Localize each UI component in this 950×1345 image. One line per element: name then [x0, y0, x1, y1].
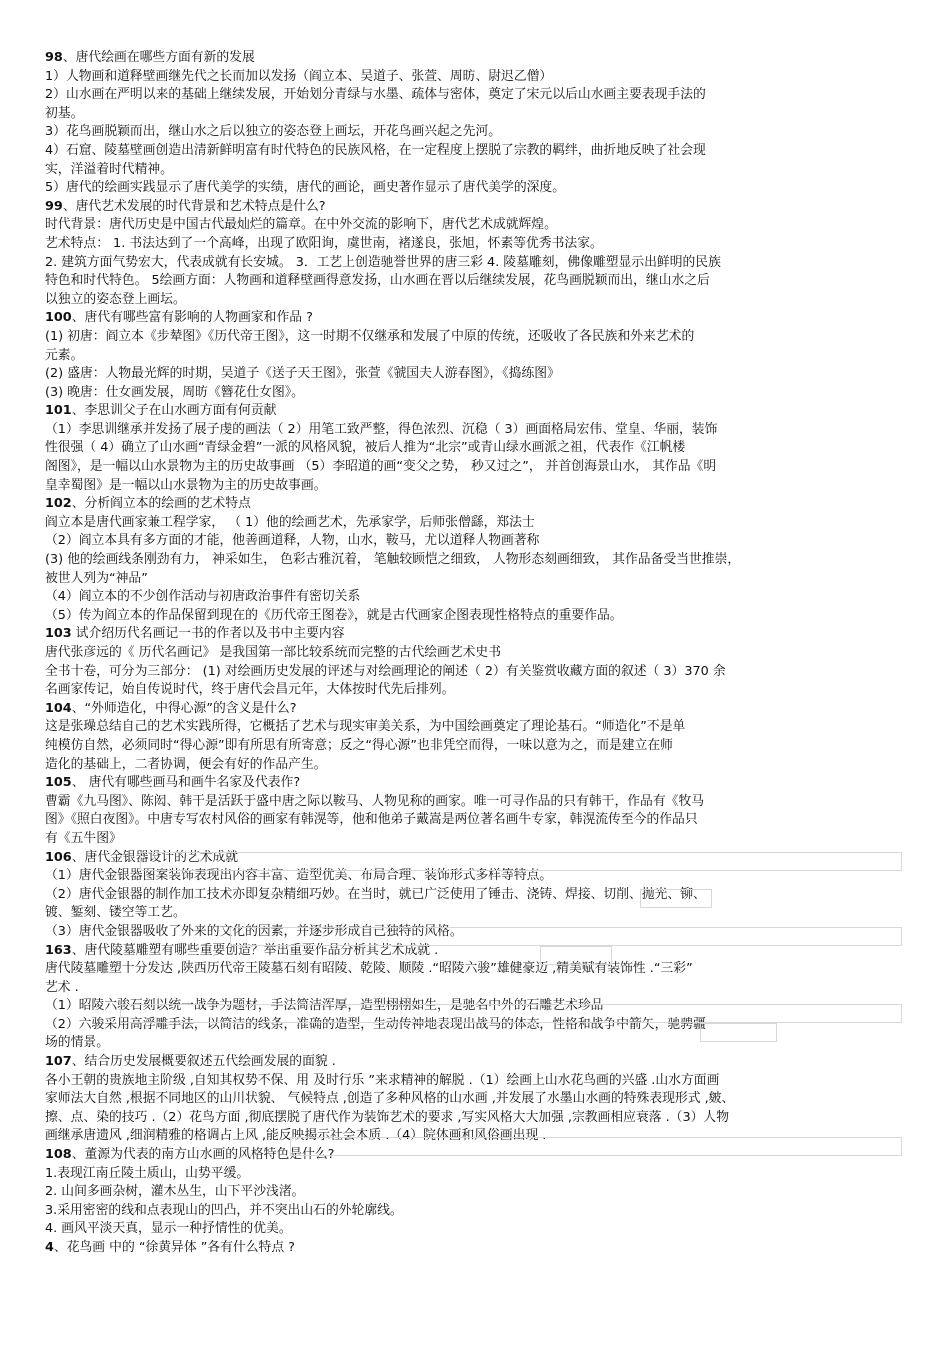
text-line: 性很强（ 4）确立了山水画“青绿金碧”一派的风格风貌，被后人推为“北宗”或青山绿水画派之祖，代表作《江帆楼: [45, 440, 686, 456]
text-line: 曹霸《九马图》、陈闳、韩干是活跃于盛中唐之际以鞍马、人物见称的画家。唯一可寻作品的只有韩干，作品有《牧马: [45, 793, 705, 809]
question-heading: [45, 849, 905, 868]
text-line: （2）六骏采用高浮雕手法，以简洁的线条，准确的造型，生动传神地表现出战马的体态，性格和战争中箭矢，驰骋疆: [45, 1016, 706, 1032]
question-heading: [45, 942, 905, 961]
text-line: （5）传为阎立本的作品保留到现在的《历代帝王图卷》，就是古代画家企图表现性格特点的重要作品。: [45, 607, 623, 623]
text-line: 3）花鸟画脱颖而出，继山水之后以独立的姿态登上画坛，开花鸟画兴起之先河。: [45, 124, 502, 140]
question-text: 试介绍历代名画记一书的作者以及书中主要内容: [71, 626, 345, 642]
text-line: 纯模仿自然，必须同时“得心源”即有所思有所寄意；反之“得心源”也非凭空而得，一味以意为之，而是建立在师: [45, 737, 673, 753]
question-number: 106: [45, 849, 72, 865]
text-line: 擦、点、染的技巧 .（2）花鸟方面 ,彻底摆脱了唐代作为装饰艺术的要求 ,写实风格大大加强 ,宗教画相应衰落 .（3）人物: [45, 1109, 730, 1125]
text-line: 名画家传记，始自传说时代，终于唐代会昌元年，大体按时代先后排列。: [45, 682, 455, 698]
question-heading: [45, 198, 905, 217]
text-line: 皇幸蜀图》是一幅以山水景物为主的历史故事画。: [45, 477, 327, 493]
question-text: 、唐代绘画在哪些方面有新的发展: [62, 50, 255, 65]
question-text: 、花鸟画 中的 “徐黄异体 ”各有什么特点 ?: [53, 1240, 295, 1255]
question-text: 、“外师造化，中得心源”的含义是什么?: [71, 700, 297, 716]
text-line: （1）唐代金银器图案装饰表现出内容丰富、造型优美、布局合理、装饰形式多样等特点。: [45, 868, 553, 884]
question-heading: [45, 402, 905, 421]
question-text: 、李思训父子在山水画方面有何贡献: [71, 403, 277, 419]
question-heading: [45, 1053, 905, 1072]
text-line: 被世人列为“神品”: [45, 570, 148, 586]
text-line: 4）石窟、陵墓壁画创造出清新鲜明富有时代特色的民族风格，在一定程度上摆脱了宗教的羁绊，曲折地反映了社会现: [45, 142, 706, 158]
question-number: 108: [45, 1147, 72, 1163]
text-line: 镀、錾刻、镂空等工艺。: [45, 905, 186, 921]
text-line: 初基。: [45, 105, 84, 121]
text-line: (2) 盛唐：人物最光辉的时期，吴道子《送子天王图》，张萱《虢国夫人游春图》，《捣练图》: [45, 366, 560, 382]
question-text: 、董源为代表的南方山水画的风格特色是什么?: [71, 1147, 335, 1163]
text-line: 家师法大自然 ,根据不同地区的山川状貌、 气候特点 ,创造了多种风格的山水画 ,并发展了水墨山水画的特殊表现形式 ,皴、: [45, 1091, 735, 1107]
question-text: 、唐代陵墓雕塑有哪些重要创造？举出重要作品分析其艺术成就 .: [71, 942, 439, 958]
text-line: 艺术 .: [45, 979, 79, 995]
question-heading: [45, 1146, 905, 1165]
text-line: 1）人物画和道释壁画继先代之长而加以发扬（阎立本、吴道子、张萱、周昉、尉迟乙僧）: [45, 68, 553, 84]
question-text: 、结合历史发展概要叙述五代绘画发展的面貌 .: [71, 1054, 336, 1070]
question-number: 103: [45, 626, 72, 642]
question-heading: [45, 700, 905, 719]
text-line: 艺术特点： 1. 书法达到了一个高峰，出现了欧阳询，虞世南，褚遂良，张旭，怀素等优秀书法家。: [45, 235, 603, 251]
document-body: [45, 49, 905, 1258]
text-line: 2）山水画在严明以来的基础上继续发展，开始划分青绿与水墨、疏体与密体，奠定了宋元以后山水画主要表现手法的: [45, 87, 706, 103]
question-heading: [45, 625, 905, 644]
text-line: 有《五牛图》: [45, 830, 122, 846]
text-line: (3) 他的绘画线条刚劲有力， 神采如生， 色彩古雅沉着， 笔触较顾恺之细致， 人物形态刻画细致， 其作品备受当世推崇，: [45, 552, 741, 568]
question-number: 4: [45, 1240, 54, 1255]
text-line: （2）阎立本具有多方面的才能，他善画道释，人物，山水，鞍马，尤以道释人物画著称: [45, 533, 540, 549]
question-number: 105: [45, 775, 72, 791]
text-line: 场的情景。: [45, 1035, 109, 1051]
question-text: 、 唐代有哪些画马和画牛名家及代表作?: [71, 775, 301, 791]
text-line: （1）李思训继承并发扬了展子虔的画法（ 2）用笔工致严整，得色浓烈、沉稳（ 3）画面格局宏伟、堂皇、华丽，装饰: [45, 421, 718, 437]
question-text: 、唐代有哪些富有影响的人物画家和作品 ?: [71, 310, 313, 326]
text-line: 时代背景：唐代历史是中国古代最灿烂的篇章。在中外交流的影响下，唐代艺术成就辉煌。: [45, 217, 557, 233]
text-line: 5）唐代的绘画实践显示了唐代美学的实绩，唐代的画论，画史著作显示了唐代美学的深度。: [45, 180, 566, 196]
text-line: 造化的基础上，二者协调，便会有好的作品产生。: [45, 756, 327, 772]
question-text: 、唐代艺术发展的时代背景和艺术特点是什么?: [62, 198, 326, 214]
text-line: 3.采用密密的线和点表现山的凹凸，并不突出山石的外轮廓线。: [45, 1202, 403, 1218]
text-line: (3) 晚唐：仕女画发展，周昉《簪花仕女图》。: [45, 384, 304, 400]
text-line: 实，洋溢着时代精神。: [45, 161, 173, 177]
question-number: 98: [45, 50, 63, 65]
text-line: （4）阎立本的不少创作活动与初唐政治事件有密切关系: [45, 589, 361, 605]
question-number: 163: [45, 942, 72, 958]
text-line: （1）昭陵六骏石刻以统一战争为题材，手法简洁浑厚，造型栩栩如生，是驰名中外的石雕艺术珍品: [45, 998, 604, 1014]
text-line: 唐代陵墓雕塑十分发达 ,陕西历代帝王陵墓石刻有昭陵、乾陵、顺陵 .“昭陵六骏”雄健豪迈 ,精美赋有装饰性 .“三彩”: [45, 961, 693, 977]
text-line: 唐代张彦远的《 历代名画记》 是我国第一部比较系统而完整的古代绘画艺术史书: [45, 645, 502, 660]
text-line: 1.表现江南丘陵土质山，山势平缓。: [45, 1165, 250, 1181]
question-number: 99: [45, 198, 63, 214]
text-line: 全书十卷，可分为三部分： (1) 对绘画历史发展的评述与对绘画理论的阐述（ 2）有关鉴赏收藏方面的叙述（ 3）370 余: [45, 663, 726, 679]
text-line: （3）唐代金银器吸收了外来的文化的因素，并逐步形成自己独特的风格。: [45, 923, 463, 939]
text-line: 阎立本是唐代画家兼工程学家， （ 1）他的绘画艺术，先承家学，后师张僧繇，郑法士: [45, 514, 535, 530]
question-number: 102: [45, 496, 72, 512]
question-heading: [45, 495, 905, 514]
text-line: 阁图》，是一幅以山水景物为主的历史故事画 （5）李昭道的画“变父之势， 秒又过之”， 并首创海景山水， 其作品《明: [45, 459, 717, 475]
text-line: 4. 画风平淡天真，显示一种抒情性的优美。: [45, 1221, 292, 1237]
text-line: （2）唐代金银器的制作加工技术亦即复杂精细巧妙。在当时，就已广泛使用了锤击、浇铸、焊接、切削、抛光、铆、: [45, 886, 706, 902]
text-line: 2. 山间多画杂树，灌木丛生，山下平沙浅渚。: [45, 1184, 305, 1200]
text-line: 以独立的姿态登上画坛。: [45, 291, 186, 307]
question-number: 107: [45, 1054, 72, 1070]
text-line: 这是张璪总结自己的艺术实践所得，它概括了艺术与现实审美关系，为中国绘画奠定了理论基石。“师造化”不是单: [45, 719, 686, 735]
question-heading: [45, 49, 905, 68]
text-line: 2. 建筑方面气势宏大，代表成就有长安城。 3．工艺上创造驰誉世界的唐三彩 4. 陵墓雕刻，佛像雕塑显示出鲜明的民族: [45, 254, 721, 270]
text-line: (1) 初唐：阎立本《步辇图》《历代帝王图》，这一时期不仅继承和发展了中原的传统，还吸收了各民族和外来艺术的: [45, 328, 695, 344]
question-heading: [45, 774, 905, 793]
question-heading: [45, 1239, 905, 1258]
question-heading: [45, 309, 905, 328]
text-line: 画继承唐遗风 ,细润精雅的格调占上风 ,能反映揭示社会本质 .（4）院体画和风俗画出现 .: [45, 1128, 547, 1144]
text-line: 元素。: [45, 347, 84, 363]
text-line: 图》《照白夜图》。中唐专写农村风俗的画家有韩滉等，他和他弟子戴嵩是两位著名画牛专家，韩滉流传至今的作品只: [45, 812, 698, 828]
question-number: 100: [45, 310, 72, 326]
text-line: 各小王朝的贵族地主阶级 ,自知其权势不保、用 及时行乐 ”来求精神的解脱 .（1）绘画上山水花鸟画的兴盛 .山水方面画: [45, 1072, 720, 1088]
question-text: 、唐代金银器设计的艺术成就: [71, 849, 239, 865]
question-number: 104: [45, 700, 72, 716]
question-number: 101: [45, 403, 72, 419]
question-text: 、分析阎立本的绘画的艺术特点: [71, 496, 251, 512]
text-line: 特色和时代特色。 5绘画方面：人物画和道释壁画得意发扬，山水画在晋以后继续发展，花鸟画脱颖而出，继山水之后: [45, 273, 710, 289]
